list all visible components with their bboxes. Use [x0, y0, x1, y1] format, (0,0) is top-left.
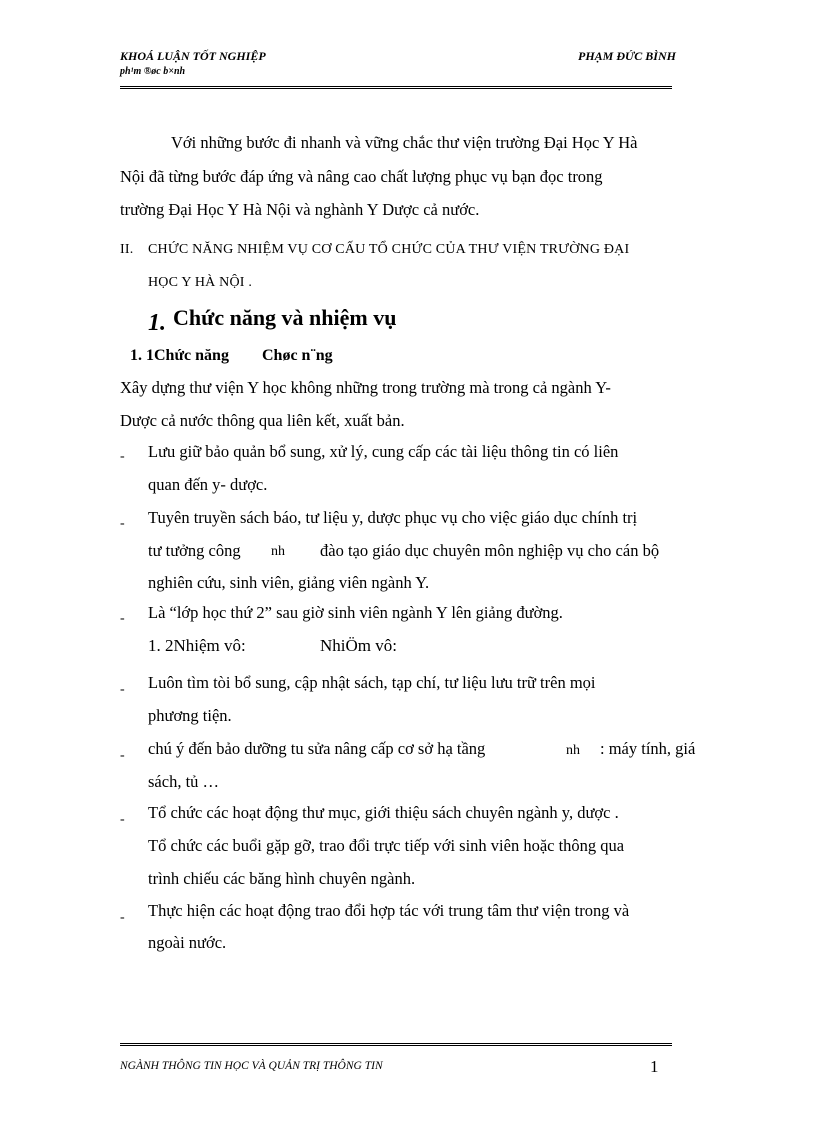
bullet2-3-line2: Tổ chức các buổi gặp gỡ, trao đổi trực tiếp với sinh viên hoặc thông qua	[148, 836, 625, 855]
bullet2-2-line2: sách, tủ …	[148, 772, 220, 791]
bullet2-2-line1a: chú ý đến bảo dưỡng tu sửa nâng cấp cơ sở hạ tầng	[148, 739, 486, 758]
subheading-1-2: 1. 2Nhiệm vô:	[148, 636, 246, 655]
heading1-number: 1.	[148, 310, 166, 336]
bullet1-1-line2: quan đến y- dược.	[148, 475, 268, 494]
bullet1-1-line1: Lưu giữ bảo quản bổ sung, xử lý, cung cấp các tài liệu thông tin có liên	[148, 442, 619, 461]
bullet-dash: -	[120, 910, 125, 925]
page-number: 1	[650, 1057, 659, 1076]
para1-line3: trường Đại Học Y Hà Nội và nghành Y Dược cả nước.	[120, 200, 480, 219]
bullet2-2-inline-nh: nh	[566, 743, 580, 758]
footer-rule	[120, 1043, 672, 1046]
bullet-dash: -	[120, 748, 125, 763]
bullet2-1-line1: Luôn tìm tòi bổ sung, cập nhật sách, tạp chí, tư liệu lưu trữ trên mọi	[148, 673, 596, 692]
bullet2-3-line1: Tổ chức các hoạt động thư mục, giới thiệu sách chuyên ngành y, dược .	[148, 803, 619, 822]
subheading-1-1: 1. 1Chức năng	[130, 347, 229, 364]
bullet2-4-line1: Thực hiện các hoạt động trao đổi hợp tác với trung tâm thư viện trong và	[148, 901, 630, 920]
bullet-dash: -	[120, 682, 125, 697]
footer-text: NGÀNH THÔNG TIN HỌC VÀ QUẢN TRỊ THÔNG TIN	[120, 1060, 383, 1072]
header-subtitle: ph¹m ®øc b×nh	[120, 66, 186, 77]
para2-line1: Xây dựng thư viện Y học không những trong trường mà trong cả ngành Y-	[120, 378, 611, 397]
bullet1-2-line2b: đào tạo giáo dục chuyên môn nghiệp vụ cho cán bộ	[320, 541, 660, 560]
bullet-dash: -	[120, 516, 125, 531]
bullet-dash: -	[120, 611, 125, 626]
bullet2-2-line1b: : máy tính, giá	[600, 739, 696, 758]
bullet2-4-line2: ngoài nước.	[148, 933, 227, 952]
bullet1-2-line2a: tư tưởng công	[148, 541, 241, 560]
section2-number: II.	[120, 242, 134, 257]
section2-title-line2: HỌC Y HÀ NỘI .	[148, 275, 253, 290]
para1-line2: Nội đã từng bước đáp ứng và nâng cao chất lượng phục vụ bạn đọc trong	[120, 167, 603, 186]
heading1-title: Chức năng và nhiệm vụ	[173, 305, 397, 330]
header-rule	[120, 86, 672, 89]
bullet2-3-line3: trình chiếu các băng hình chuyên ngành.	[148, 869, 416, 888]
bullet1-2-line1: Tuyên truyền sách báo, tư liệu y, dược phục vụ cho việc giáo dục chính trị	[148, 508, 638, 527]
para1-line1: Với những bước đi nhanh và vững chắc thư viện trường Đại Học Y Hà	[171, 133, 638, 152]
section2-title-line1: CHỨC NĂNG NHIỆM VỤ CƠ CẤU TỔ CHỨC CỦA THƯ VIỆN TRƯỜNG ĐẠI	[148, 242, 630, 257]
bullet1-2-line3: nghiên cứu, sinh viên, giảng viên ngành Y.	[148, 573, 430, 592]
bullet-dash: -	[120, 812, 125, 827]
para2-line2: Dược cả nước thông qua liên kết, xuất bản.	[120, 411, 405, 430]
subheading-1-2-garbled: NhiÖm vô:	[320, 636, 397, 655]
bullet2-1-line2: phương tiện.	[148, 706, 232, 725]
bullet1-3-line1: Là “lớp học thứ 2” sau giờ sinh viên ngành Y lên giảng đường.	[148, 603, 563, 622]
bullet1-2-inline-nh: nh	[271, 544, 285, 559]
bullet-dash: -	[120, 449, 125, 464]
header-title: KHOÁ LUẬN TỐT NGHIỆP	[120, 49, 266, 63]
header-author: PHẠM ĐỨC BÌNH	[578, 49, 676, 63]
subheading-1-1-garbled: Chøc n¨ng	[262, 347, 333, 364]
